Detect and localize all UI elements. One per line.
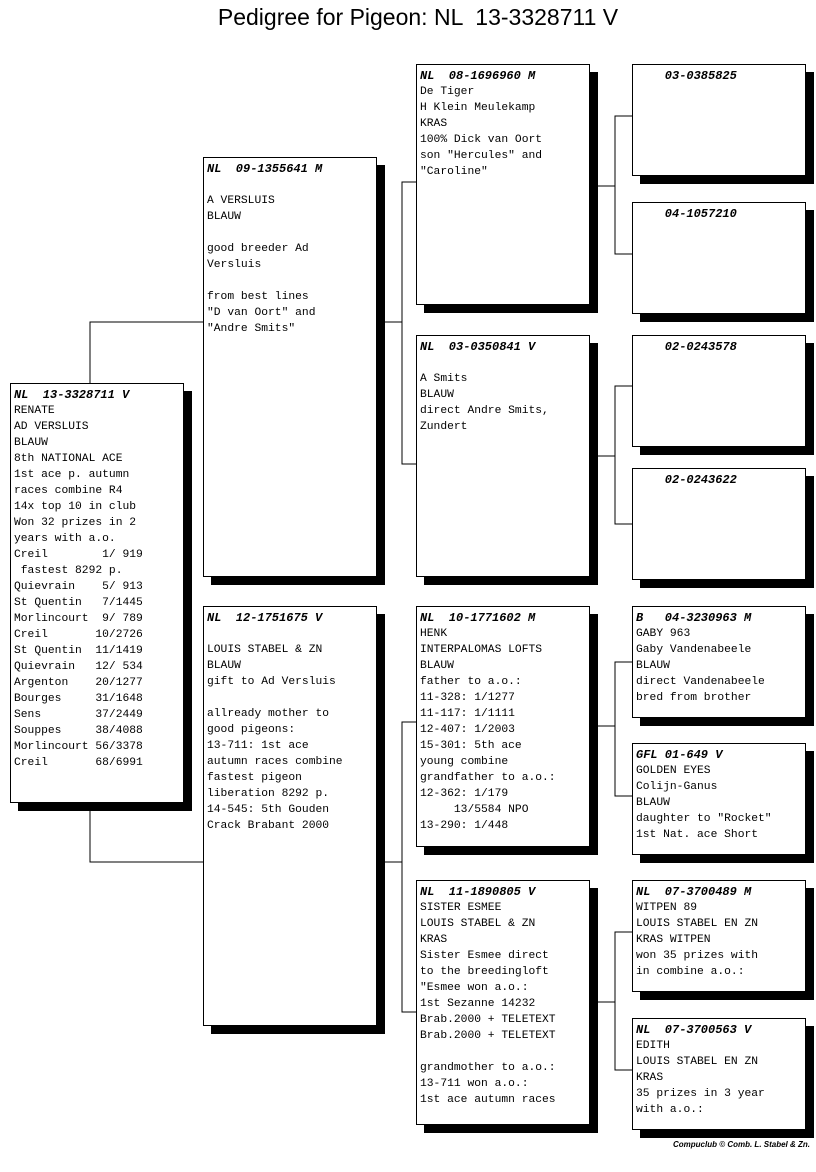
pedigree-line: Morlincourt 9/ 789	[14, 613, 143, 625]
pedigree-line: BLAUW	[420, 389, 454, 401]
sire-dam-sire-card	[632, 335, 806, 447]
ring-number: NL 09-1355641 M	[207, 162, 323, 176]
pedigree-line: "Caroline"	[420, 166, 488, 178]
pedigree-line: KRAS	[420, 118, 448, 130]
pedigree-line: gift to Ad Versluis	[207, 676, 336, 688]
pedigree-line: 100% Dick van Oort	[420, 134, 543, 146]
pedigree-line: LOUIS STABEL EN ZN	[636, 918, 759, 930]
pedigree-line: 12-362: 1/179	[420, 788, 509, 800]
pedigree-line: 11-117: 1/1111	[420, 708, 515, 720]
pedigree-line: St Quentin 7/1445	[14, 597, 143, 609]
pedigree-line: Quievrain 5/ 913	[14, 581, 143, 593]
ring-number: NL 03-0350841 V	[420, 340, 536, 354]
sire-dam-card	[416, 335, 590, 577]
pedigree-line: 11-328: 1/1277	[420, 692, 515, 704]
sire-sire-sire-card	[632, 64, 806, 176]
pedigree-line: 13-290: 1/448	[420, 820, 509, 832]
pedigree-line: 13/5584 NPO	[420, 804, 529, 816]
pedigree-line: BLAUW	[207, 660, 241, 672]
pedigree-line: won 35 prizes with	[636, 950, 759, 962]
dam-dam-sire-card	[632, 880, 806, 992]
pedigree-line: grandmother to a.o.:	[420, 1062, 556, 1074]
pedigree-line: Creil 10/2726	[14, 629, 143, 641]
ring-number: NL 07-3700489 M	[636, 885, 752, 899]
pedigree-line: Colijn-Ganus	[636, 781, 718, 793]
pedigree-line: Versluis	[207, 259, 262, 271]
pedigree-line: Quievrain 12/ 534	[14, 661, 143, 673]
pedigree-line: BLAUW	[636, 660, 670, 672]
pedigree-line: 15-301: 5th ace	[420, 740, 522, 752]
pedigree-line: 13-711: 1st ace	[207, 740, 309, 752]
ring-number: GFL 01-649 V	[636, 748, 723, 762]
pedigree-line	[207, 273, 372, 289]
pedigree-line: father to a.o.:	[420, 676, 522, 688]
pedigree-line: 1st ace p. autumn	[14, 469, 130, 481]
pedigree-line: Creil 68/6991	[14, 757, 143, 769]
pedigree-line: daughter to "Rocket"	[636, 813, 772, 825]
pedigree-line: KRAS	[420, 934, 448, 946]
pedigree-line: INTERPALOMAS LOFTS	[420, 644, 543, 656]
pedigree-line: Brab.2000 + TELETEXT	[420, 1030, 556, 1042]
pedigree-line: "Andre Smits"	[207, 323, 296, 335]
sire-dam-dam-card	[632, 468, 806, 580]
pedigree-line: Zundert	[420, 421, 468, 433]
ring-number: B 04-3230963 M	[636, 611, 752, 625]
pedigree-line: "D van Oort" and	[207, 307, 316, 319]
dam-card	[203, 606, 377, 1026]
pedigree-line: allready mother to	[207, 708, 330, 720]
pedigree-line: HENK	[420, 628, 448, 640]
pedigree-line: grandfather to a.o.:	[420, 772, 556, 784]
pedigree-line	[207, 690, 372, 706]
ring-number: 02-0243622	[636, 473, 737, 487]
pedigree-line: Morlincourt 56/3378	[14, 741, 143, 753]
pedigree-line: in combine a.o.:	[636, 966, 745, 978]
ring-number: 02-0243578	[636, 340, 737, 354]
pedigree-line: GABY 963	[636, 628, 691, 640]
dam-dam-dam-card	[632, 1018, 806, 1130]
pedigree-line: Gaby Vandenabeele	[636, 644, 752, 656]
pedigree-line: races combine R4	[14, 485, 123, 497]
pedigree-line: 1st Nat. ace Short	[636, 829, 759, 841]
dam-sire-dam-card	[632, 743, 806, 855]
pedigree-line	[207, 177, 372, 193]
ring-number: NL 08-1696960 M	[420, 69, 536, 83]
pedigree-line: Creil 1/ 919	[14, 549, 143, 561]
pedigree-line: BLAUW	[420, 660, 454, 672]
ring-number: NL 07-3700563 V	[636, 1023, 752, 1037]
pedigree-line: BLAUW	[207, 211, 241, 223]
ring-number: 04-1057210	[636, 207, 737, 221]
pedigree-line	[207, 225, 372, 241]
pedigree-line: LOUIS STABEL EN ZN	[636, 1056, 759, 1068]
sire-sire-dam-card	[632, 202, 806, 314]
pedigree-line: good pigeons:	[207, 724, 296, 736]
dam-sire-card	[416, 606, 590, 847]
ring-number: NL 11-1890805 V	[420, 885, 536, 899]
pedigree-line: liberation 8292 p.	[207, 788, 330, 800]
pedigree-line: EDITH	[636, 1040, 670, 1052]
pedigree-line: direct Andre Smits,	[420, 405, 549, 417]
sire-card	[203, 157, 377, 577]
ring-number: 03-0385825	[636, 69, 737, 83]
pedigree-line: bred from brother	[636, 692, 752, 704]
pedigree-line: WITPEN 89	[636, 902, 698, 914]
pedigree-line	[420, 355, 585, 371]
pedigree-line: fastest pigeon	[207, 772, 302, 784]
dam-dam-card	[416, 880, 590, 1125]
sire-sire-card	[416, 64, 590, 305]
pedigree-line: fastest 8292 p.	[14, 565, 123, 577]
pedigree-line: Won 32 prizes in 2	[14, 517, 137, 529]
pedigree-line: 1st ace autumn races	[420, 1094, 556, 1106]
ring-number: NL 10-1771602 M	[420, 611, 536, 625]
pedigree-line: 35 prizes in 3 year	[636, 1088, 765, 1100]
pedigree-line: SISTER ESMEE	[420, 902, 502, 914]
pedigree-line: 8th NATIONAL ACE	[14, 453, 123, 465]
ring-number: NL 12-1751675 V	[207, 611, 323, 625]
pedigree-line: A Smits	[420, 373, 468, 385]
pedigree-line: Crack Brabant 2000	[207, 820, 330, 832]
pedigree-line: 14x top 10 in club	[14, 501, 137, 513]
pedigree-line: LOUIS STABEL & ZN	[207, 644, 323, 656]
pedigree-line	[207, 626, 372, 642]
dam-sire-sire-card	[632, 606, 806, 718]
pedigree-line: St Quentin 11/1419	[14, 645, 143, 657]
pedigree-line: with a.o.:	[636, 1104, 704, 1116]
pedigree-line: 12-407: 1/2003	[420, 724, 515, 736]
pedigree-line: KRAS	[636, 1072, 664, 1084]
pedigree-line: A VERSLUIS	[207, 195, 275, 207]
pedigree-line: 14-545: 5th Gouden	[207, 804, 330, 816]
pedigree-line: Sister Esmee direct	[420, 950, 549, 962]
pedigree-line: to the breedingloft	[420, 966, 549, 978]
pedigree-line: AD VERSLUIS	[14, 421, 89, 433]
pedigree-line: years with a.o.	[14, 533, 116, 545]
pedigree-line: young combine	[420, 756, 509, 768]
pedigree-line: BLAUW	[14, 437, 48, 449]
page-title: Pedigree for Pigeon: NL 13-3328711 V	[217, 4, 619, 30]
pedigree-line: 13-711 won a.o.:	[420, 1078, 529, 1090]
pedigree-line: autumn races combine	[207, 756, 343, 768]
pedigree-line: from best lines	[207, 291, 309, 303]
footer-credit: Compuclub © Comb. L. Stabel & Zn.	[672, 1140, 810, 1149]
pedigree-line: Souppes 38/4088	[14, 725, 143, 737]
pedigree-line: BLAUW	[636, 797, 670, 809]
pedigree-line: H Klein Meulekamp	[420, 102, 536, 114]
pedigree-line: son "Hercules" and	[420, 150, 543, 162]
pedigree-line: GOLDEN EYES	[636, 765, 711, 777]
subject-pigeon-card	[10, 383, 184, 803]
ring-number: NL 13-3328711 V	[14, 388, 130, 402]
pedigree-line: Brab.2000 + TELETEXT	[420, 1014, 556, 1026]
pedigree-line: RENATE	[14, 405, 55, 417]
pedigree-line	[420, 1044, 585, 1060]
pedigree-line: direct Vandenabeele	[636, 676, 765, 688]
pedigree-line: KRAS WITPEN	[636, 934, 711, 946]
pedigree-line: Sens 37/2449	[14, 709, 143, 721]
pedigree-line: Argenton 20/1277	[14, 677, 143, 689]
pedigree-line: Bourges 31/1648	[14, 693, 143, 705]
pedigree-line: LOUIS STABEL & ZN	[420, 918, 536, 930]
pedigree-line: 1st Sezanne 14232	[420, 998, 536, 1010]
pedigree-line: "Esmee won a.o.:	[420, 982, 529, 994]
pedigree-line: good breeder Ad	[207, 243, 309, 255]
pedigree-line: De Tiger	[420, 86, 475, 98]
